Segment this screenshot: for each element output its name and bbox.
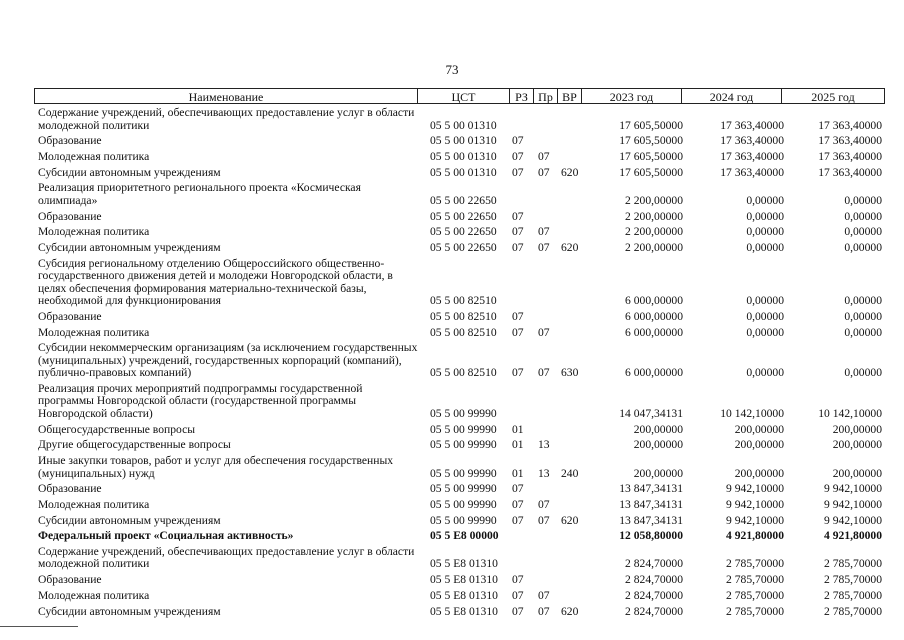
cell-y2025: 200,00000: [832, 466, 882, 480]
cell-cst: 05 5 00 01310: [430, 150, 497, 164]
cell-name: Молодежная политика: [38, 325, 150, 339]
cell-y2025: 17 363,40000: [818, 118, 882, 132]
cell-name: Молодежная политика: [38, 225, 150, 239]
table-row: [34, 104, 885, 132]
cell-cst: 05 5 00 99990: [430, 422, 497, 436]
cell-y2023: 17 605,50000: [619, 150, 683, 164]
budget-table: [34, 88, 885, 618]
cell-name: Содержание учреждений, обеспечивающих предоставление услуг в области молодежной политики: [38, 106, 415, 132]
cell-y2023: 17 605,50000: [619, 118, 683, 132]
cell-rz: 07: [512, 513, 524, 527]
cell-pr: 07: [538, 150, 550, 164]
cell-y2023: 200,00000: [633, 466, 683, 480]
page-number: 73: [445, 62, 459, 77]
cell-name: Федеральный проект «Социальная активность»: [38, 529, 294, 543]
cell-y2024: 2 785,70000: [726, 557, 784, 571]
cell-pr: 07: [538, 497, 550, 511]
cell-name: Молодежная политика: [38, 588, 150, 602]
cell-rz: 07: [512, 225, 524, 239]
cell-cst: 05 5 00 99990: [430, 466, 497, 480]
cell-cst: 05 5 00 82510: [430, 325, 497, 339]
cell-rz: 07: [512, 165, 524, 179]
cell-y2023: 17 605,50000: [619, 165, 683, 179]
cell-y2025: 0,00000: [844, 225, 882, 239]
cell-y2024: 9 942,10000: [726, 482, 784, 496]
cell-y2024: 200,00000: [734, 422, 784, 436]
cell-y2023: 200,00000: [633, 422, 683, 436]
footnote-rule: [0, 626, 78, 627]
cell-y2025: 2 785,70000: [824, 573, 882, 587]
cell-y2023: 2 824,70000: [625, 588, 683, 602]
cell-cst: 05 5 00 01310: [430, 165, 497, 179]
cell-cst: 05 5 00 99990: [430, 497, 497, 511]
cell-y2025: 17 363,40000: [818, 165, 882, 179]
cell-cst: 05 5 00 01310: [430, 134, 497, 148]
cell-y2025: 17 363,40000: [818, 134, 882, 148]
cell-name: Молодежная политика: [38, 497, 150, 511]
cell-vr: 240: [561, 466, 579, 480]
cell-y2025: 2 785,70000: [824, 604, 882, 618]
cell-pr: 07: [538, 225, 550, 239]
cell-y2025: 17 363,40000: [818, 150, 882, 164]
cell-y2025: 0,00000: [844, 309, 882, 323]
cell-y2023: 2 200,00000: [625, 225, 683, 239]
cell-y2023: 2 200,00000: [625, 241, 683, 254]
cell-rz: 07: [512, 150, 524, 164]
cell-cst: 05 5 00 82510: [430, 294, 497, 308]
cell-y2023: 14 047,34131: [619, 406, 683, 420]
header-name: Наименование: [35, 89, 418, 103]
cell-rz: 01: [512, 438, 524, 452]
table-row: [34, 420, 885, 436]
cell-pr: 07: [538, 366, 550, 380]
cell-cst: 05 5 00 82510: [430, 366, 497, 380]
cell-cst: 05 5 E8 01310: [430, 604, 498, 618]
header-rz: РЗ: [510, 89, 534, 103]
table-row: [34, 255, 885, 308]
cell-name: Субсидии автономным учреждениям: [38, 604, 221, 618]
table-row: [34, 239, 885, 255]
header-2024: 2024 год: [682, 89, 782, 103]
cell-y2023: 12 058,80000: [619, 529, 683, 543]
cell-pr: 13: [538, 438, 550, 452]
cell-y2023: 13 847,34131: [619, 482, 683, 496]
cell-name: Образование: [38, 482, 102, 496]
cell-y2023: 2 200,00000: [625, 209, 683, 223]
cell-cst: 05 5 00 99990: [430, 406, 497, 420]
cell-y2025: 9 942,10000: [824, 497, 882, 511]
cell-y2024: 17 363,40000: [720, 134, 784, 148]
cell-name: Образование: [38, 573, 102, 587]
cell-cst: 05 5 E8 01310: [430, 588, 498, 602]
cell-vr: 620: [561, 604, 579, 618]
table-row: [34, 511, 885, 527]
cell-name: Молодежная политика: [38, 150, 150, 164]
cell-rz: 07: [512, 366, 524, 380]
cell-rz: 07: [512, 482, 524, 496]
cell-cst: 05 5 00 22650: [430, 193, 497, 207]
cell-pr: 07: [538, 241, 550, 254]
cell-name: Субсидия региональному отделению Общероссийского общественно-государственного движения детей и молодежи Новгородской области, в целях обеспечения формирования материально-технической базы, необходимой для функционирования: [38, 256, 393, 308]
cell-y2025: 9 942,10000: [824, 513, 882, 527]
cell-y2024: 0,00000: [746, 366, 784, 380]
cell-y2024: 10 142,10000: [720, 406, 784, 420]
cell-name: Образование: [38, 209, 102, 223]
cell-y2023: 6 000,00000: [625, 309, 683, 323]
cell-rz: 07: [512, 134, 524, 148]
cell-y2024: 17 363,40000: [720, 165, 784, 179]
cell-y2024: 4 921,80000: [726, 529, 784, 543]
cell-y2024: 0,00000: [746, 225, 784, 239]
cell-rz: 01: [512, 422, 524, 436]
cell-pr: 07: [538, 604, 550, 618]
cell-y2024: 0,00000: [746, 209, 784, 223]
cell-y2024: 0,00000: [746, 309, 784, 323]
cell-y2025: 2 785,70000: [824, 557, 882, 571]
cell-pr: 13: [538, 466, 550, 480]
cell-vr: 630: [561, 366, 579, 380]
cell-y2024: 17 363,40000: [720, 150, 784, 164]
table-row: [34, 571, 885, 587]
cell-y2025: 0,00000: [844, 325, 882, 339]
table-row: [34, 480, 885, 496]
cell-name: Образование: [38, 309, 102, 323]
cell-cst: 05 5 00 99990: [430, 482, 497, 496]
cell-y2025: 0,00000: [844, 209, 882, 223]
cell-rz: 07: [512, 241, 524, 254]
cell-y2023: 13 847,34131: [619, 513, 683, 527]
cell-rz: 01: [512, 466, 524, 480]
cell-name: Субсидии автономным учреждениям: [38, 165, 221, 179]
table-row: [34, 587, 885, 603]
cell-y2024: 0,00000: [746, 241, 784, 254]
cell-rz: 07: [512, 309, 524, 323]
cell-rz: 07: [512, 573, 524, 587]
cell-y2025: 2 785,70000: [824, 588, 882, 602]
table-row: [34, 223, 885, 239]
header-2023: 2023 год: [582, 89, 682, 103]
cell-cst: 05 5 00 82510: [430, 309, 497, 323]
table-row: [34, 323, 885, 339]
cell-rz: 07: [512, 325, 524, 339]
table-row: [34, 308, 885, 324]
cell-cst: 05 5 00 01310: [430, 118, 497, 132]
cell-y2025: 10 142,10000: [818, 406, 882, 420]
header-2025: 2025 год: [811, 90, 855, 103]
table-row: [34, 602, 885, 618]
table-row: [34, 339, 885, 380]
cell-y2025: 4 921,80000: [824, 529, 882, 543]
table-row: [34, 452, 885, 480]
cell-cst: 05 5 00 22650: [430, 241, 497, 254]
cell-y2023: 2 824,70000: [625, 557, 683, 571]
cell-y2024: 2 785,70000: [726, 588, 784, 602]
cell-name: Субсидии автономным учреждениям: [38, 241, 221, 254]
table-row: [34, 132, 885, 148]
cell-cst: 05 5 E8 01310: [430, 573, 498, 587]
cell-pr: 07: [538, 325, 550, 339]
cell-name: Содержание учреждений, обеспечивающих предоставление услуг в области молодежной политики: [38, 544, 415, 571]
cell-y2024: 2 785,70000: [726, 604, 784, 618]
cell-pr: 07: [538, 165, 550, 179]
cell-cst: 05 5 E8 01310: [430, 557, 498, 571]
cell-y2023: 2 824,70000: [625, 573, 683, 587]
cell-cst: 05 5 00 99990: [430, 438, 497, 452]
cell-y2023: 6 000,00000: [625, 366, 683, 380]
cell-y2024: 0,00000: [746, 193, 784, 207]
table-row: [34, 527, 885, 543]
header-cst: ЦСТ: [418, 89, 510, 103]
cell-y2023: 200,00000: [633, 438, 683, 452]
table-row: [34, 496, 885, 512]
cell-y2023: 2 200,00000: [625, 193, 683, 207]
table-row: [34, 164, 885, 180]
cell-y2024: 200,00000: [734, 466, 784, 480]
cell-name: Реализация прочих мероприятий подпрограммы государственной программы Новгородской области (государственной программы Новгородской области): [38, 381, 363, 420]
cell-y2023: 6 000,00000: [625, 325, 683, 339]
cell-y2023: 2 824,70000: [625, 604, 683, 618]
cell-rz: 07: [512, 497, 524, 511]
cell-name: Общегосударственные вопросы: [38, 422, 196, 436]
cell-y2023: 6 000,00000: [625, 294, 683, 308]
cell-y2024: 9 942,10000: [726, 513, 784, 527]
cell-y2025: 200,00000: [832, 422, 882, 436]
table-body: [34, 104, 885, 618]
cell-y2023: 17 605,50000: [619, 134, 683, 148]
cell-rz: 07: [512, 588, 524, 602]
cell-y2024: 0,00000: [746, 294, 784, 308]
header-vr: ВР: [558, 89, 582, 103]
table-row: [34, 207, 885, 223]
cell-cst: 05 5 00 22650: [430, 209, 497, 223]
cell-vr: 620: [561, 513, 579, 527]
cell-y2024: 9 942,10000: [726, 497, 784, 511]
cell-name: Другие общегосударственные вопросы: [38, 438, 231, 452]
cell-y2024: 17 363,40000: [720, 118, 784, 132]
cell-y2025: 9 942,10000: [824, 482, 882, 496]
cell-rz: 07: [512, 604, 524, 618]
cell-cst: 05 5 00 22650: [430, 225, 497, 239]
cell-cst: 05 5 E8 00000: [430, 529, 499, 543]
table-row: [34, 380, 885, 421]
cell-pr: 07: [538, 513, 550, 527]
cell-cst: 05 5 00 99990: [430, 513, 497, 527]
cell-y2025: 0,00000: [844, 241, 882, 254]
table-row: [34, 436, 885, 452]
header-pr: Пр: [534, 89, 558, 103]
cell-vr: 620: [561, 165, 579, 179]
cell-name: Иные закупки товаров, работ и услуг для обеспечения государственных (муниципальных) нужд: [38, 454, 394, 480]
cell-name: Субсидии некоммерческим организациям (за исключением государственных (муниципальных) учреждений, государственных корпораций (компаний), публично-правовых компаний): [38, 341, 418, 380]
table-row: [34, 543, 885, 571]
cell-y2025: 0,00000: [844, 294, 882, 308]
cell-pr: 07: [538, 588, 550, 602]
cell-name: Реализация приоритетного регионального проекта «Космическая олимпиада»: [38, 181, 361, 207]
cell-name: Образование: [38, 134, 102, 148]
cell-y2025: 0,00000: [844, 366, 882, 380]
table-row: [34, 148, 885, 164]
cell-y2024: 200,00000: [734, 438, 784, 452]
table-row: [34, 179, 885, 207]
cell-name: Субсидии автономным учреждениям: [38, 513, 221, 527]
cell-vr: 620: [561, 241, 579, 254]
cell-y2025: 0,00000: [844, 193, 882, 207]
cell-y2023: 13 847,34131: [619, 497, 683, 511]
cell-y2024: 0,00000: [746, 325, 784, 339]
cell-rz: 07: [512, 209, 524, 223]
cell-y2024: 2 785,70000: [726, 573, 784, 587]
cell-y2025: 200,00000: [832, 438, 882, 452]
table-header: [34, 88, 885, 104]
